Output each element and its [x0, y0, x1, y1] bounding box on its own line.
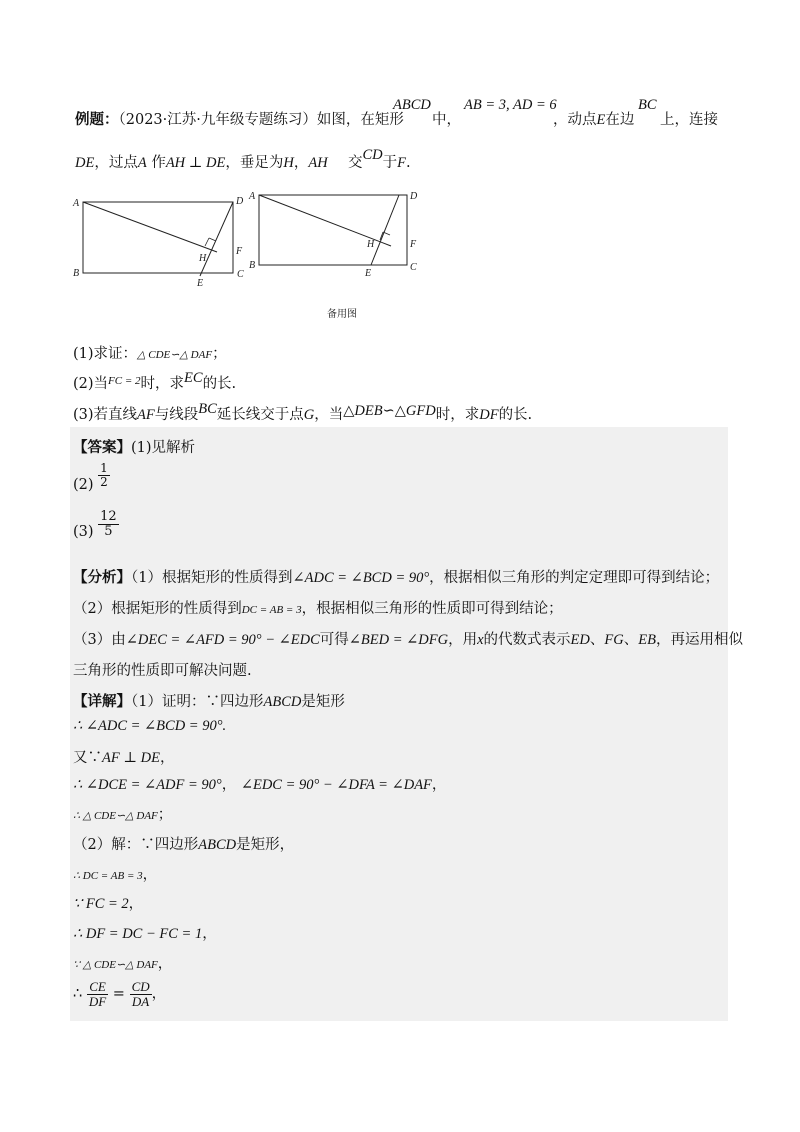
rect-name: ABCD: [393, 97, 431, 113]
figure-backup: [246, 186, 421, 282]
example-label: 例题：: [75, 111, 119, 128]
right-angle-mark: [205, 238, 209, 246]
problem-source: （2023·江苏·九年级专题练习）如图，在矩形: [118, 112, 404, 128]
detail-4: ∴ ∠DCE = ∠ADF = 90°， ∠EDC = 90° − ∠DFA = ∠DAF，: [73, 777, 447, 793]
detail-8: ∵ FC = 2，: [73, 896, 144, 912]
segment-ah: [83, 202, 217, 252]
analysis-2: （2）根据矩形的性质得到DC = AB = 3，根据相似三角形的性质即可得到结论；: [73, 601, 563, 617]
answer-2: (2) $\frac{1}{2}$: [73, 461, 108, 494]
detail-6: （2）解：∵四边形ABCD是矩形，: [73, 837, 295, 853]
analysis-3: （3）由∠DEC = ∠AFD = 90° − ∠EDC可得∠BED = ∠DFG，用x的代数式表示ED、FG、EB，再运用相似: [73, 632, 743, 648]
given-values: AB = 3, AD = 6: [464, 97, 557, 113]
analysis-3-cont: 三角形的性质即可解决问题.: [73, 663, 252, 679]
problem-line-2: DE，过点A 作AH ⊥ DE，垂足为H，AH: [75, 155, 328, 171]
detail-2: ∴ ∠ADC = ∠BCD = 90°.: [73, 718, 227, 734]
text-dynamic-point: ，动点E在边: [553, 112, 635, 128]
problem-line-1: [75, 108, 404, 129]
label-a-backup: A: [249, 191, 256, 202]
figure-caption: 备用图: [327, 309, 357, 320]
label-f-backup: F: [410, 239, 417, 250]
problem-line-2-end: 交CD于F.: [348, 147, 411, 171]
detail-7: ∴ DC = AB = 3，: [73, 867, 158, 883]
label-h-backup: H: [367, 239, 375, 250]
label-c: C: [237, 269, 244, 280]
label-b: B: [73, 268, 80, 279]
detail-11: ∴ $\frac{CE}{DF}$ = $\frac{CD}{DA}$ ，: [73, 979, 167, 1009]
detail-5: ∴ △ CDE∽△ DAF；: [73, 807, 173, 823]
text-connect: 上，连接: [660, 112, 718, 128]
label-e: E: [197, 278, 204, 289]
question-2: (2)当$^{FC = 2}$时，求EC的长.: [73, 370, 237, 392]
detail-1: 【详解】（1）证明：∵四边形ABCD是矩形: [73, 693, 345, 710]
answer-3: (3) $\frac{12}{5}$: [73, 509, 117, 541]
label-h: H: [199, 253, 207, 264]
answer-line-1: 【答案】(1)见解析: [73, 439, 196, 456]
label-b-backup: B: [249, 260, 256, 271]
question-3: (3)若直线AF与线段BC延长线交于点G，当△DEB∽△GFD时，求DF的长.: [73, 401, 533, 423]
analysis-1: 【分析】（1）根据矩形的性质得到∠ADC = ∠BCD = 90°，根据相似三角形的判定定理即可得到结论；: [73, 569, 720, 586]
label-a: A: [73, 198, 80, 209]
label-d: D: [236, 196, 244, 207]
question-1: (1)求证：△ CDE∽△ DAF；: [73, 346, 227, 362]
rectangle-abcd: [83, 202, 233, 273]
segment-de: [200, 202, 233, 276]
label-f: F: [236, 246, 243, 257]
detail-10: ∵ △ CDE∽△ DAF，: [73, 956, 173, 972]
detail-9: ∴ DF = DC − FC = 1，: [73, 926, 217, 942]
side-bc: BC: [638, 97, 657, 113]
figure-main: [70, 190, 250, 290]
detail-3: 又∵AF ⊥ DE，: [73, 750, 175, 766]
label-d-backup: D: [410, 191, 418, 202]
segment-de-backup: [371, 195, 399, 265]
text-in: 中，: [432, 112, 461, 128]
label-c-backup: C: [410, 262, 417, 273]
label-e-backup: E: [365, 268, 372, 279]
